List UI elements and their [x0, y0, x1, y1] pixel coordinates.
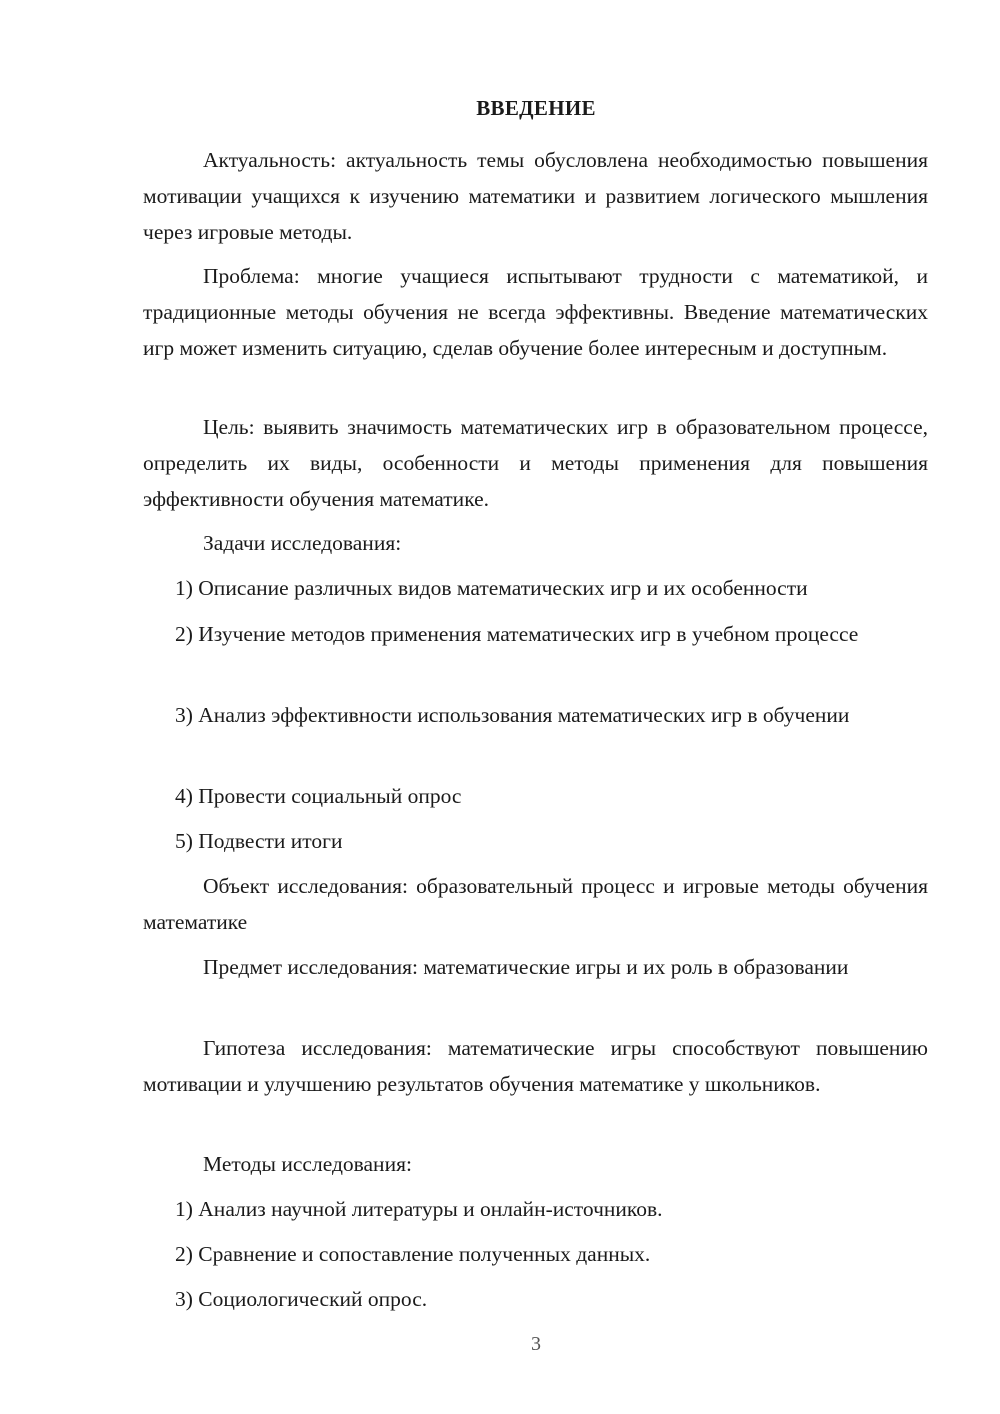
method-item-2: 2) Сравнение и сопоставление полученных данных. [175, 1242, 651, 1266]
goal-paragraph: Цель: выявить значимость математических игр в образовательном процессе, определить их виды, особенности и методы применения для повышения эффективности обучения математике. [143, 415, 928, 511]
relevance-paragraph: Актуальность: актуальность темы обусловлена необходимостью повышения мотивации учащихся к изучению математики и развитием логического мышления через игровые методы. [143, 148, 928, 244]
task-item-4: 4) Провести социальный опрос [175, 784, 462, 808]
task-item-3: 3) Анализ эффективности использования математических игр в обучении [175, 703, 850, 727]
methods-heading: Методы исследования: [203, 1152, 412, 1176]
task-item-5: 5) Подвести итоги [175, 829, 343, 853]
task-item-2: 2) Изучение методов применения математических игр в учебном процессе [175, 622, 859, 646]
problem-paragraph: Проблема: многие учащиеся испытывают трудности с математикой, и традиционные методы обучения не всегда эффективны. Введение математических игр может изменить ситуацию, сделав обучение более интересным и доступным. [143, 264, 928, 360]
method-item-1: 1) Анализ научной литературы и онлайн-источников. [175, 1197, 663, 1221]
page-title: ВВЕДЕНИЕ [476, 96, 596, 120]
tasks-heading: Задачи исследования: [203, 531, 402, 555]
method-item-3: 3) Социологический опрос. [175, 1287, 428, 1311]
page-number: 3 [531, 1333, 541, 1355]
object-paragraph: Объект исследования: образовательный процесс и игровые методы обучения математике [143, 874, 928, 934]
subject-paragraph: Предмет исследования: математические игры и их роль в образовании [203, 955, 849, 979]
hypothesis-paragraph: Гипотеза исследования: математические игры способствуют повышению мотивации и улучшению результатов обучения математике у школьников. [143, 1036, 928, 1096]
task-item-1: 1) Описание различных видов математических игр и их особенности [175, 576, 808, 600]
